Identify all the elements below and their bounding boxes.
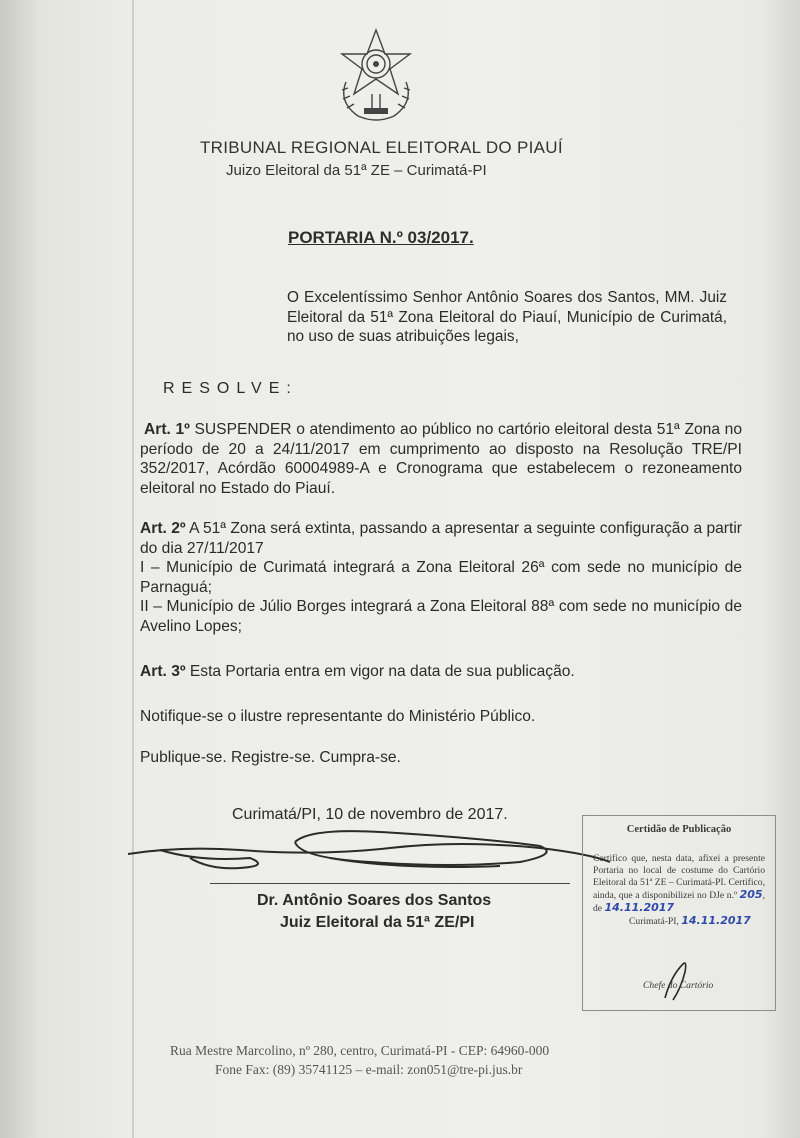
stamp-text bbox=[593, 853, 765, 928]
article-2 bbox=[140, 519, 742, 636]
article-2-label: Art. 2º bbox=[140, 520, 186, 537]
article-3-text: Esta Portaria entra em vigor na data de sua publicação. bbox=[185, 663, 575, 680]
preamble: O Excelentíssimo Senhor Antônio Soares dos Santos, MM. Juiz Eleitoral da 51ª Zona Eleitoral do Piauí, Município de Curimatá, no uso de suas atribuições legais, bbox=[287, 289, 727, 345]
article-3 bbox=[140, 662, 742, 682]
article-2-item-1: I – Município de Curimatá integrará a Zona Eleitoral 26ª com sede no município de Parnaguá; bbox=[140, 559, 742, 596]
dje-number: 205 bbox=[739, 888, 763, 901]
article-2-text: A 51ª Zona será extinta, passando a apresentar a seguinte configuração a partir do dia 27/11/2017 bbox=[140, 520, 742, 557]
stamp-title: Certidão de Publicação bbox=[626, 824, 732, 835]
signature-line bbox=[210, 883, 570, 884]
article-3-label: Art. 3º bbox=[140, 663, 186, 680]
stamp-chefe: Chefe do Cartório bbox=[643, 980, 714, 991]
court-name: TRIBUNAL REGIONAL ELEITORAL DO PIAUÍ bbox=[200, 138, 563, 157]
stamp-place: Curimatá-PI, bbox=[629, 916, 679, 927]
article-1-label: Art. 1º bbox=[144, 421, 190, 438]
stamp-text-3: , de bbox=[593, 890, 765, 914]
signer-name: Dr. Antônio Soares dos Santos bbox=[257, 892, 492, 909]
stamp-text-1: Certifico que, nesta data, afixei a presente Portaria no local de costume do Cartório Eleitoral da 51ª ZE – Curimatá-PI. bbox=[593, 853, 765, 888]
footer-address: Rua Mestre Marcolino, nº 280, centro, Curimatá-PI - CEP: 64960-000 bbox=[170, 1043, 550, 1058]
handwritten-signature bbox=[120, 818, 620, 888]
stamp-place-date: 14.11.2017 bbox=[681, 914, 751, 927]
publish-line: Publique-se. Registre-se. Cumpra-se. bbox=[140, 749, 401, 766]
publication-certificate-stamp bbox=[582, 815, 776, 1011]
article-1 bbox=[140, 420, 742, 498]
stamp-text-2: Certifico, ainda, que a disponibilizei no DJe n.º bbox=[593, 877, 765, 901]
signer-role: Juiz Eleitoral da 51ª ZE/PI bbox=[280, 914, 475, 931]
dje-date: 14.11.2017 bbox=[604, 901, 675, 914]
notify-line: Notifique-se o ilustre representante do Ministério Público. bbox=[140, 708, 536, 725]
resolve-heading: RESOLVE: bbox=[163, 380, 298, 397]
brazil-coat-of-arms-icon bbox=[328, 24, 424, 128]
article-1-text: SUSPENDER o atendimento ao público no cartório eleitoral desta 51ª Zona no período de 20 a 24/11/2017 em cumprimento ao disposto na Resolução TRE/PI 352/2017, Acórdão 60004989-A e Cronograma que estabelecem o rezoneamento eleitoral no Estado do Piauí. bbox=[140, 421, 742, 497]
article-2-item-2: II – Município de Júlio Borges integrará a Zona Eleitoral 88ª com sede no município de Avelino Lopes; bbox=[140, 598, 742, 635]
place-date: Curimatá/PI, 10 de novembro de 2017. bbox=[232, 806, 508, 823]
footer-contact: Fone Fax: (89) 35741125 – e-mail: zon051@tre-pi.jus.br bbox=[215, 1062, 523, 1077]
document-title: PORTARIA N.º 03/2017. bbox=[288, 228, 474, 247]
electoral-zone: Juizo Eleitoral da 51ª ZE – Curimatá-PI bbox=[226, 162, 487, 179]
paper-fold bbox=[132, 0, 134, 1138]
